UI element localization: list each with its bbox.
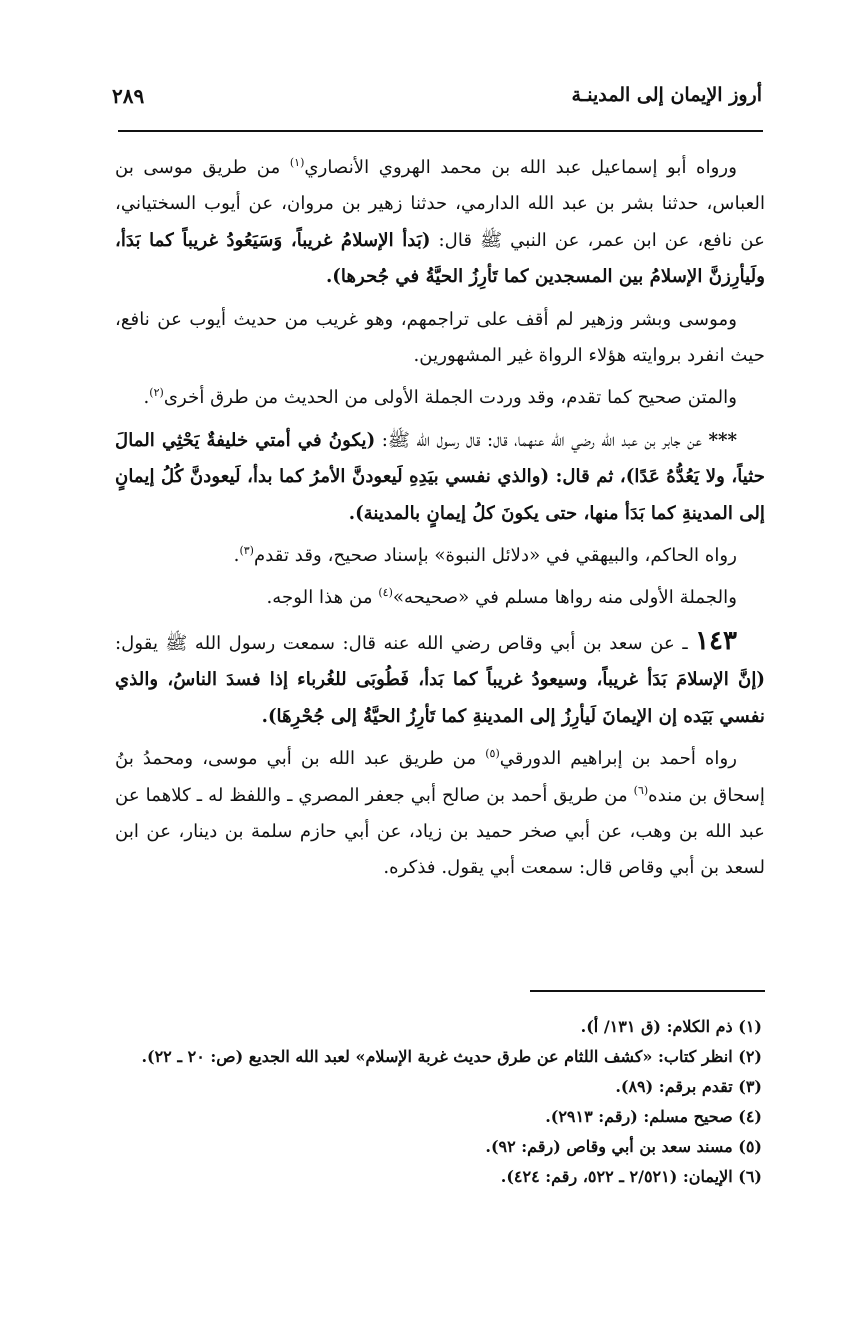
footnote-5: (٥) مسند سعد بن أبي وقاص (رقم: ٩٢). [485,1137,762,1156]
footnote-6: (٦) الإيمان: (٢/٥٢١ ـ ٥٢٢، رقم: ٤٢٤). [500,1167,762,1186]
text: والمتن صحيح كما تقدم، وقد وردت الجملة الأولى من الحديث من طرق أخرى [163,387,737,409]
text: من طريق أحمد بن صالح أبي جعفر المصري ـ واللفظ له ـ كلاهما عن عبد الله بن وهب، عن أبي صخر حميد بن زياد، عن أبي حازم سلمة بن دينار، عن ابن لسعد بن أبي وقاص قال: سمعت أبي يقول. فذكره. [115,784,765,879]
text: . [143,387,150,409]
page-header [112,84,762,114]
text: من طريق عبد الله بن أبي موسى، ومحمدُ بنُ إسحاق بن منده [115,748,765,806]
footnote-ref: (٤) [378,586,393,600]
section-marker: *** [708,429,737,451]
text: من طريق موسى بن العباس، حدثنا بشر بن عبد الله الدارمي، حدثنا زهير بن مروان، عن أيوب السختياني، عن نافع، عن ابن عمر، عن النبي ﷺ قال: [115,157,765,251]
paragraph-5 [115,538,765,574]
page-number: ٢٨٩ [112,84,145,108]
header-rule [118,130,763,132]
footnote-ref: (٣) [239,544,254,557]
paragraph-4 [115,423,765,532]
running-title: أروز الإيمان إلى المدينـة [571,84,762,106]
hadith-text: (إنَّ الإسلامَ بَدَأ غريباً، وسيعودُ غريباً كما بَدأ، فَطُوبَى للغُرباء إذا فسدَ الناسُ، والذي نفسي بَيَده إن الإيمانَ لَيأرِزُ إلى المدينةِ كما تَأرِزُ الحيَّةُ إلى جُحْرِهَا). [115,669,765,727]
footnote-1: (١) ذم الكلام: (ق ١٣١/ أ). [580,1017,762,1036]
text: ورواه أبو إسماعيل عبد الله بن محمد الهروي الأنصاري [304,157,737,178]
paragraph-8 [115,741,765,887]
footnote-4: (٤) صحيح مسلم: (رقم: ٢٩١٣). [545,1107,762,1126]
paragraph-1 [115,150,765,296]
text: وموسى وبشر وزهير لم أقف على تراجمهم، وهو غريب من حديث أيوب عن نافع، حيث انفرد بروايته هؤلاء الرواة غير المشهورين. [115,308,765,367]
paragraph-3 [115,380,765,416]
footnote-ref: (٥) [485,747,500,761]
paragraph-2 [115,302,765,375]
footnote-ref: (٦) [633,783,649,797]
footnote-2: (٢) انظر كتاب: «كشف اللثام عن طرق حديث غربة الإسلام» لعبد الله الجديع (ص: ٢٠ ـ ٢٢). [141,1047,762,1066]
main-text [115,150,765,893]
text: رواه الحاكم، والبيهقي في «دلائل النبوة» بإسناد صحيح، وقد تقدم [253,545,737,567]
footnote-3: (٣) تقدم برقم: (٨٩). [615,1077,762,1096]
hadith-text: (يكونُ في أمتي خليفةٌ يَحْثِي المالَ حثياً، ولا يَعُدُّهُ عَدًا)، ثم قال: (والذي نفسي بيَدِهِ لَيعودنَّ الأمرُ كما بدأ، لَيعودنَّ كُلُ إيمانٍ إلى المدينةِ كما بَدَأ منها، حتى يكونَ كلُ إيمانٍ بالمدينة). [115,429,765,524]
paragraph-6 [115,580,765,616]
text: رواه أحمد بن إبراهيم الدورقي [499,748,738,770]
footnote-ref: (٢) [149,386,164,400]
footnotes [115,1012,790,1192]
text: من هذا الوجه. [266,587,379,609]
text: والجملة الأولى منه رواها مسلم في «صحيحه» [392,587,737,609]
text: ـ عن سعد بن أبي وقاص رضي الله عنه قال: سمعت رسول الله ﷺ يقول: [115,632,696,654]
hadith-text: (بَدأ الإسلامُ غريباً، وَسَيَعُودُ غريباً كما بَدَأ، ولَيأرِزنَّ الإسلامُ بين المسجدين كما تَأرِزُ الحيَّةُ في جُحرها). [115,229,765,288]
footnote-ref: (١) [289,155,305,169]
text: . [233,545,240,567]
paragraph-7 [115,623,765,735]
hadith-number: ١٤٣ [695,625,737,656]
footnote-separator [530,990,765,992]
text: عن جابر بن عبد الله رضي الله عنهما، قال: قال رسول الله ﷺ: [375,429,709,451]
